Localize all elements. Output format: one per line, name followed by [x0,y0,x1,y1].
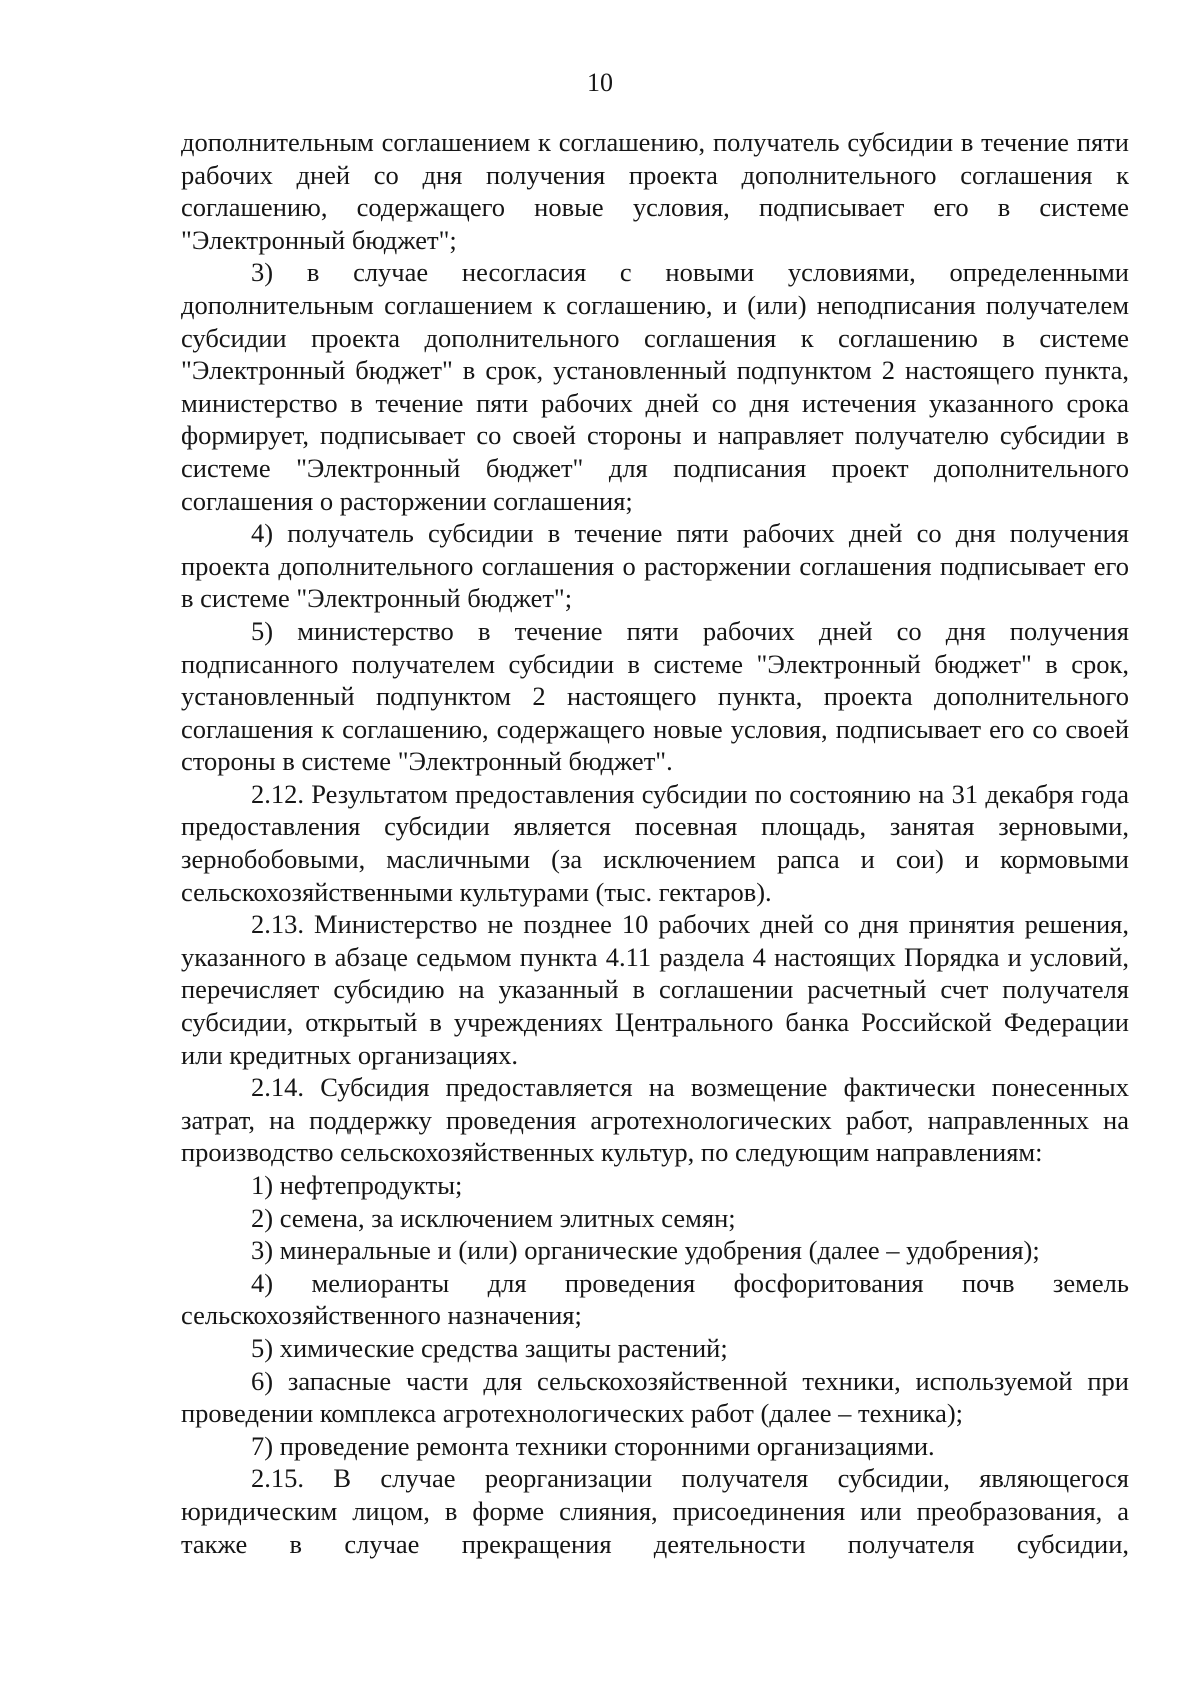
list-item-direction-7: 7) проведение ремонта техники сторонними организациями. [251,1430,935,1461]
list-item-direction-1: 1) нефтепродукты; [251,1170,463,1200]
paragraph-clause-2-14: 2.14. Субсидия предоставляется на возмещение фактически понесенных затрат, на поддержку проведения агротехнологических работ, направленных на производство сельскохозяйственных культур, по следующим направлениям: [181,1072,1129,1168]
paragraph-clause-2-13: 2.13. Министерство не позднее 10 рабочих дней со дня принятия решения, указанного в абзаце седьмом пункта 4.11 раздела 4 настоящих Порядка и условий, перечисляет субсидию на указанный в соглашении расчетный счет получателя субсидии, открытый в учреждениях Центрального банка Российской Федерации или кредитных организациях. [181,909,1129,1070]
paragraph-clause-2-15: 2.15. В случае реорганизации получателя субсидии, являющегося юридическим лицом, в форме слияния, присоединения или преобразования, а также в случае прекращения деятельности получателя субсидии, [181,1463,1129,1559]
list-item-direction-6: 6) запасные части для сельскохозяйственной техники, используемой при проведении комплекса агротехнологических работ (далее – техника); [181,1365,1129,1429]
paragraph-subitem-4: 4) получатель субсидии в течение пяти рабочих дней со дня получения проекта дополнительного соглашения о расторжении соглашения подписывает его в системе "Электронный бюджет"; [181,518,1129,614]
paragraph-subitem-3: 3) в случае несогласия с новыми условиями, определенными дополнительным соглашением к соглашению, и (или) неподписания получателем субсидии проекта дополнительного соглашения к соглашению в системе "Электронный бюджет" в срок, установленный подпунктом 2 настоящего пункта, министерство в течение пяти рабочих дней со дня истечения указанного срока формирует, подписывает со своей стороны и направляет получателю субсидии в системе "Электронный бюджет" для подписания проект дополнительного соглашения о расторжении соглашения; [181,257,1129,516]
paragraph-continuation: дополнительным соглашением к соглашению, получатель субсидии в течение пяти рабочих дней со дня получения проекта дополнительного соглашения к соглашению, содержащего новые условия, подписывает его в системе "Электронный бюджет"; [181,127,1129,255]
list-item-direction-3: 3) минеральные и (или) органические удобрения (далее – удобрения); [251,1235,1040,1266]
paragraph-clause-2-12: 2.12. Результатом предоставления субсидии по состоянию на 31 декабря года предоставления субсидии является посевная площадь, занятая зерновыми, зернобобовыми, масличными (за исключением рапса и сои) и кормовыми сельскохозяйственными культурами (тыс. гектаров). [181,778,1129,907]
paragraph-subitem-5: 5) министерство в течение пяти рабочих дней со дня получения подписанного получателем субсидии в системе "Электронный бюджет" в срок, установленный подпунктом 2 настоящего пункта, проекта дополнительного соглашения к соглашению, содержащего новые условия, подписывает его со своей стороны в системе "Электронный бюджет". [181,615,1129,777]
list-item-direction-5: 5) химические средства защиты растений; [251,1332,728,1363]
list-item-direction-2: 2) семена, за исключением элитных семян; [251,1202,736,1233]
document-body [181,126,1129,1560]
page-number: 10 [587,68,613,97]
list-item-direction-4: 4) мелиоранты для проведения фосфоритования почв земель сельскохозяйственного назначения; [181,1267,1129,1331]
